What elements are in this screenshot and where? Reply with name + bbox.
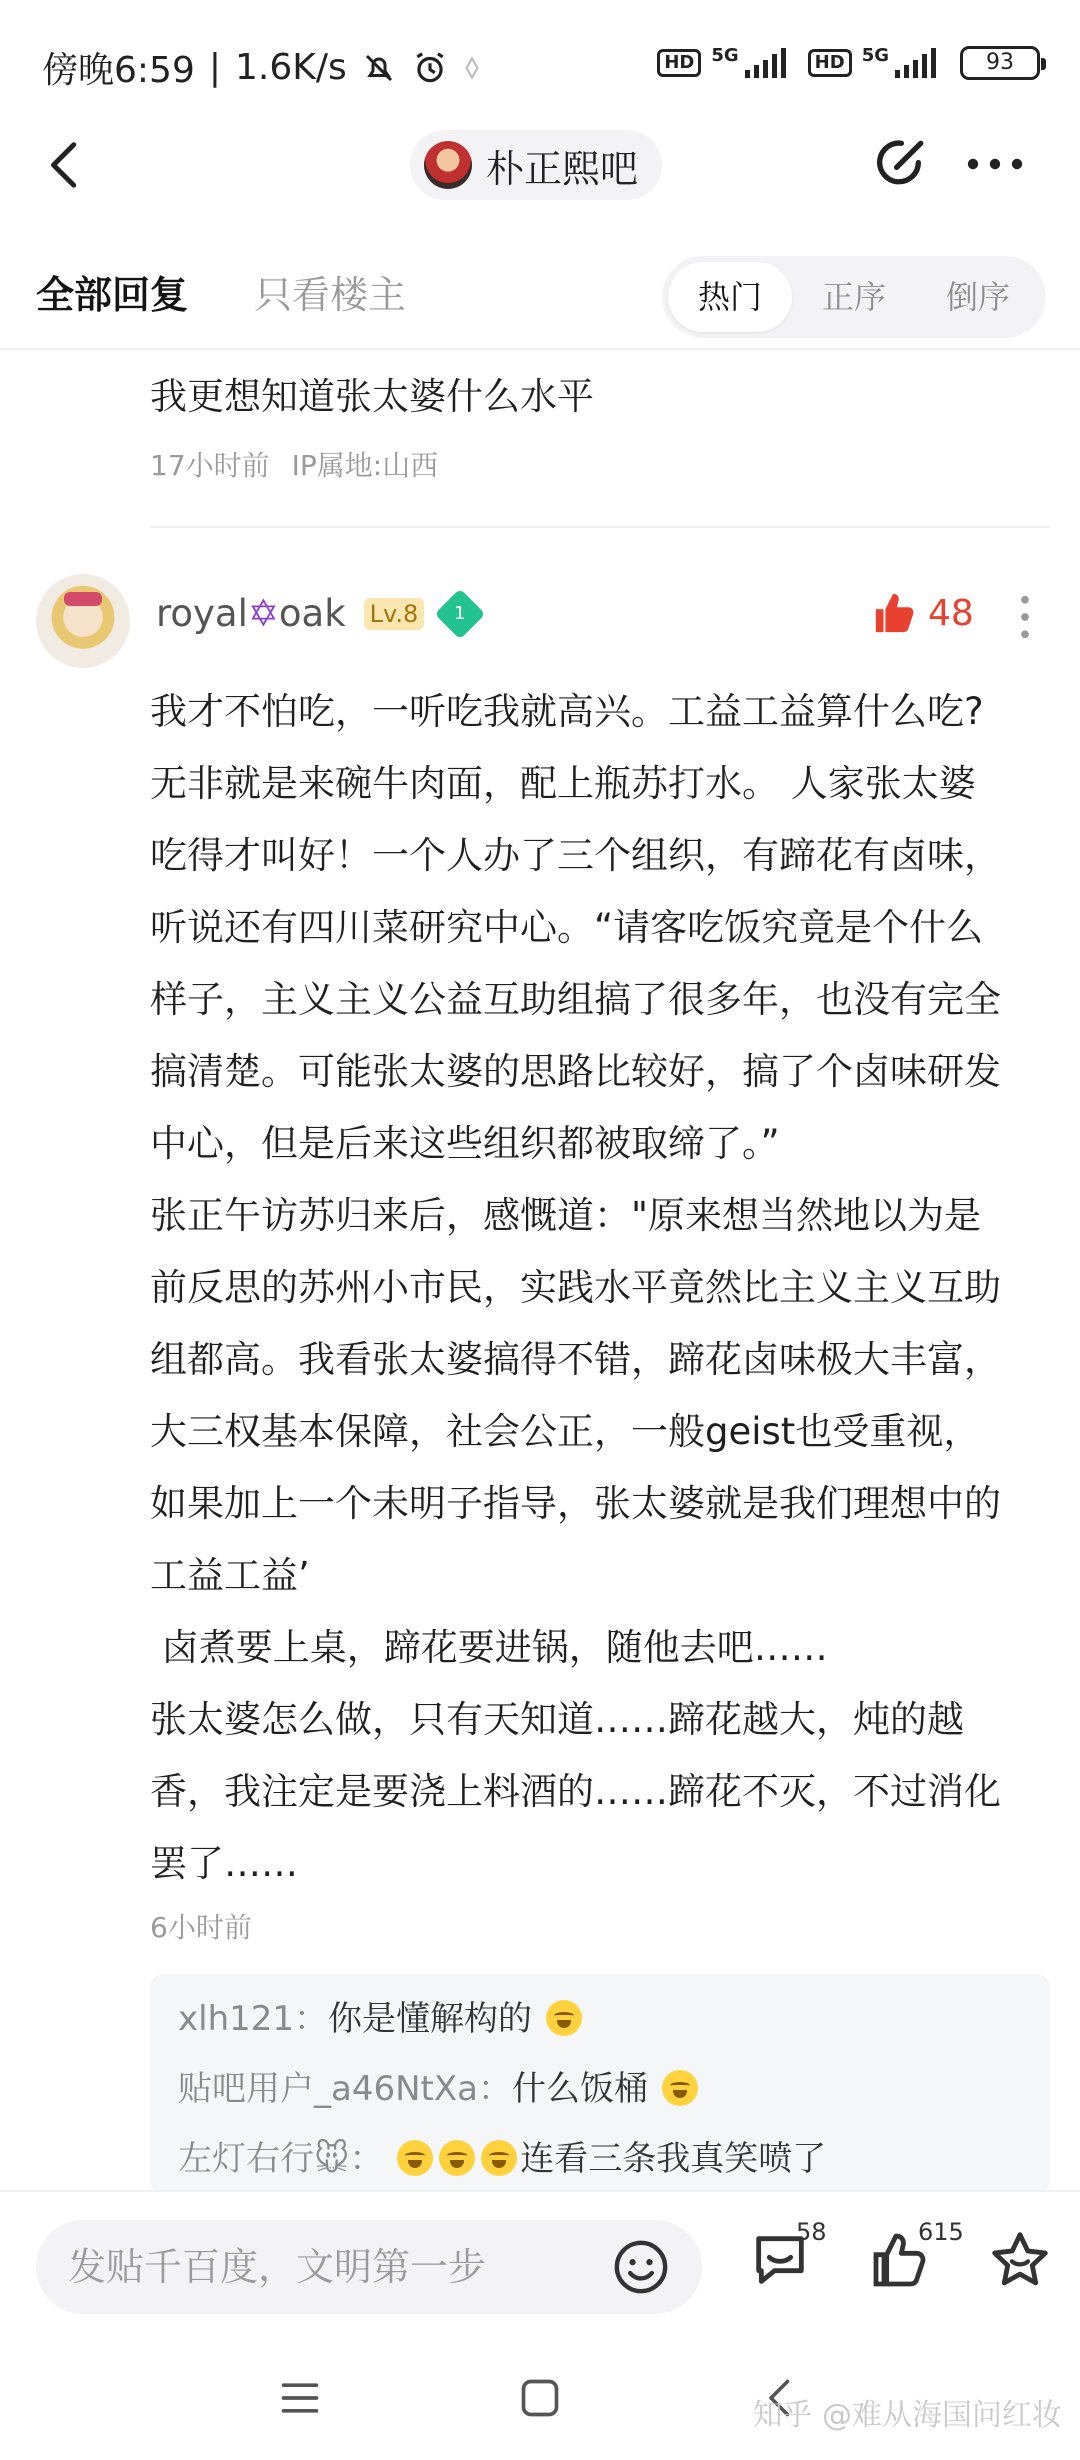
hd-badge-2: HD bbox=[808, 49, 852, 77]
system-nav-bar bbox=[0, 2340, 1080, 2460]
post-line: 样子，主义主义公益互助组搞了很多年，也没有完全 bbox=[150, 978, 1001, 1021]
post-line: 香，我注定是要浇上料酒的……蹄花不灭，不过消化 bbox=[150, 1770, 1001, 1813]
sub-reply-text: 你是懂解构的 bbox=[328, 1999, 533, 2039]
comment-count: 58 bbox=[796, 2218, 827, 2246]
network-type-1: 5G bbox=[711, 44, 739, 66]
thumbs-up-icon bbox=[872, 590, 918, 636]
watermark: 知乎 @难从海国问红妆 bbox=[752, 2398, 1062, 2433]
sub-replies[interactable] bbox=[150, 1974, 1050, 2194]
prev-reply-ip: IP属地:山西 bbox=[291, 449, 439, 482]
author-suffix: oak bbox=[278, 592, 346, 635]
sub-reply[interactable] bbox=[178, 2054, 1022, 2124]
mute-bell-icon bbox=[361, 50, 397, 86]
post-line: 组都高。我看张太婆搞得不错，蹄花卤味极大丰富， bbox=[150, 1338, 1001, 1381]
post-body bbox=[150, 676, 1050, 1900]
post-line: 如果加上一个未明子指导，张太婆就是我们理想中的 bbox=[150, 1482, 1001, 1525]
author-row bbox=[156, 592, 478, 635]
edit-icon[interactable] bbox=[870, 136, 928, 194]
author-prefix: royal bbox=[156, 592, 248, 635]
sort-group bbox=[662, 256, 1046, 338]
forum-name: 朴正熙吧 bbox=[486, 146, 639, 191]
post-line: 无非就是来碗牛肉面，配上瓶苏打水。 人家张太婆 bbox=[150, 762, 976, 805]
sub-reply-user[interactable]: 左灯右行🐭： bbox=[178, 2139, 384, 2179]
hd-badge-1: HD bbox=[657, 49, 701, 77]
post-line: 中心，但是后来这些组织都被取缔了。” bbox=[150, 1122, 780, 1165]
battery-level: 93 bbox=[986, 50, 1014, 75]
laugh-emoji-icon bbox=[662, 2070, 698, 2106]
signal-icon-2 bbox=[895, 48, 936, 78]
sub-reply-text: 什么饭桶 bbox=[512, 2069, 648, 2109]
reply-tabs bbox=[0, 250, 1080, 350]
sub-reply[interactable] bbox=[178, 2124, 1022, 2194]
post-line: 工益工益’ bbox=[150, 1554, 310, 1597]
signal-icon-1 bbox=[745, 48, 786, 78]
post-more-icon[interactable] bbox=[1018, 594, 1032, 640]
more-icon[interactable] bbox=[965, 144, 1025, 184]
tab-owner-only[interactable]: 只看楼主 bbox=[254, 273, 407, 317]
status-bar bbox=[0, 0, 1080, 130]
rank-badge bbox=[435, 588, 486, 639]
reply-input[interactable] bbox=[68, 2245, 588, 2289]
star-icon[interactable] bbox=[988, 2228, 1052, 2292]
post-line: 吃得才叫好！一个人办了三个组织，有蹄花有卤味， bbox=[150, 834, 1001, 877]
prev-reply-time: 17小时前 bbox=[150, 449, 270, 482]
status-separator: | bbox=[208, 47, 221, 88]
post-line: 我才不怕吃，一听吃我就高兴。工益工益算什么吃? bbox=[150, 690, 984, 733]
location-dot-icon bbox=[463, 57, 481, 79]
prev-reply-meta bbox=[150, 444, 438, 484]
post-line: 张太婆怎么做，只有天知道……蹄花越大，炖的越 bbox=[150, 1698, 964, 1741]
post-line: 听说还有四川菜研究中心。“请客吃饭究竟是个什么 bbox=[150, 906, 984, 949]
network-type-2: 5G bbox=[861, 44, 889, 66]
laugh-emoji-icon bbox=[546, 2000, 582, 2036]
like-total-count: 615 bbox=[918, 2218, 964, 2246]
battery-icon bbox=[960, 46, 1040, 80]
status-right bbox=[657, 46, 1040, 80]
sort-desc[interactable]: 倒序 bbox=[945, 278, 1010, 316]
rank-number: 1 bbox=[454, 602, 466, 624]
post-line: 卤煮要上桌，蹄花要进锅，随他去吧…… bbox=[150, 1626, 828, 1669]
post-line: 前反思的苏州小市民，实践水平竟然比主义主义互助 bbox=[150, 1266, 1001, 1309]
laugh-emoji-icon bbox=[481, 2140, 517, 2176]
avatar[interactable] bbox=[36, 574, 130, 668]
status-net-speed: 1.6K/s bbox=[234, 47, 347, 88]
prev-reply-text: 我更想知道张太婆什么水平 bbox=[150, 375, 594, 418]
post-line: 罢了…… bbox=[150, 1842, 298, 1885]
post-line: 搞清楚。可能张太婆的思路比较好，搞了个卤味研发 bbox=[150, 1050, 1001, 1093]
top-nav bbox=[0, 120, 1080, 210]
tab-all-replies[interactable]: 全部回复 bbox=[36, 273, 189, 317]
like-count: 48 bbox=[928, 592, 974, 634]
back-button[interactable] bbox=[40, 138, 94, 192]
bottom-action-bar bbox=[0, 2190, 1080, 2340]
like-button[interactable] bbox=[872, 590, 974, 636]
sub-reply-user[interactable]: xlh121： bbox=[178, 1999, 329, 2039]
laugh-emoji-icon bbox=[439, 2140, 475, 2176]
compose-box[interactable] bbox=[36, 2220, 702, 2314]
forum-pill[interactable] bbox=[410, 130, 662, 200]
divider bbox=[150, 526, 1050, 528]
home-icon[interactable] bbox=[518, 2376, 562, 2420]
emoji-icon[interactable] bbox=[612, 2238, 670, 2296]
level-badge: Lv.8 bbox=[364, 598, 425, 630]
menu-icon[interactable] bbox=[278, 2376, 322, 2420]
status-time: 傍晚6:59 bbox=[42, 50, 195, 91]
post-line: 张正午访苏归来后，感慨道："原来想当然地以为是 bbox=[150, 1194, 982, 1237]
sub-reply-user[interactable]: 贴吧用户_a46NtXa： bbox=[178, 2069, 512, 2109]
laugh-emoji-icon bbox=[397, 2140, 433, 2176]
sort-asc[interactable]: 正序 bbox=[821, 278, 886, 316]
post-line: 大三权基本保障，社会公正，一般geist也受重视， bbox=[150, 1410, 981, 1453]
forum-avatar bbox=[424, 141, 472, 189]
avatar-bow bbox=[64, 592, 102, 606]
sort-hot[interactable]: 热门 bbox=[668, 262, 792, 332]
sub-reply[interactable] bbox=[178, 1984, 1022, 2054]
post-time: 6小时前 bbox=[150, 1911, 252, 1944]
author-name[interactable] bbox=[156, 592, 346, 635]
sub-reply-text: 连看三条我真笑喷了 bbox=[520, 2139, 827, 2179]
author-symbol: ✡ bbox=[247, 592, 279, 635]
status-left bbox=[42, 42, 481, 93]
alarm-icon bbox=[411, 49, 449, 87]
